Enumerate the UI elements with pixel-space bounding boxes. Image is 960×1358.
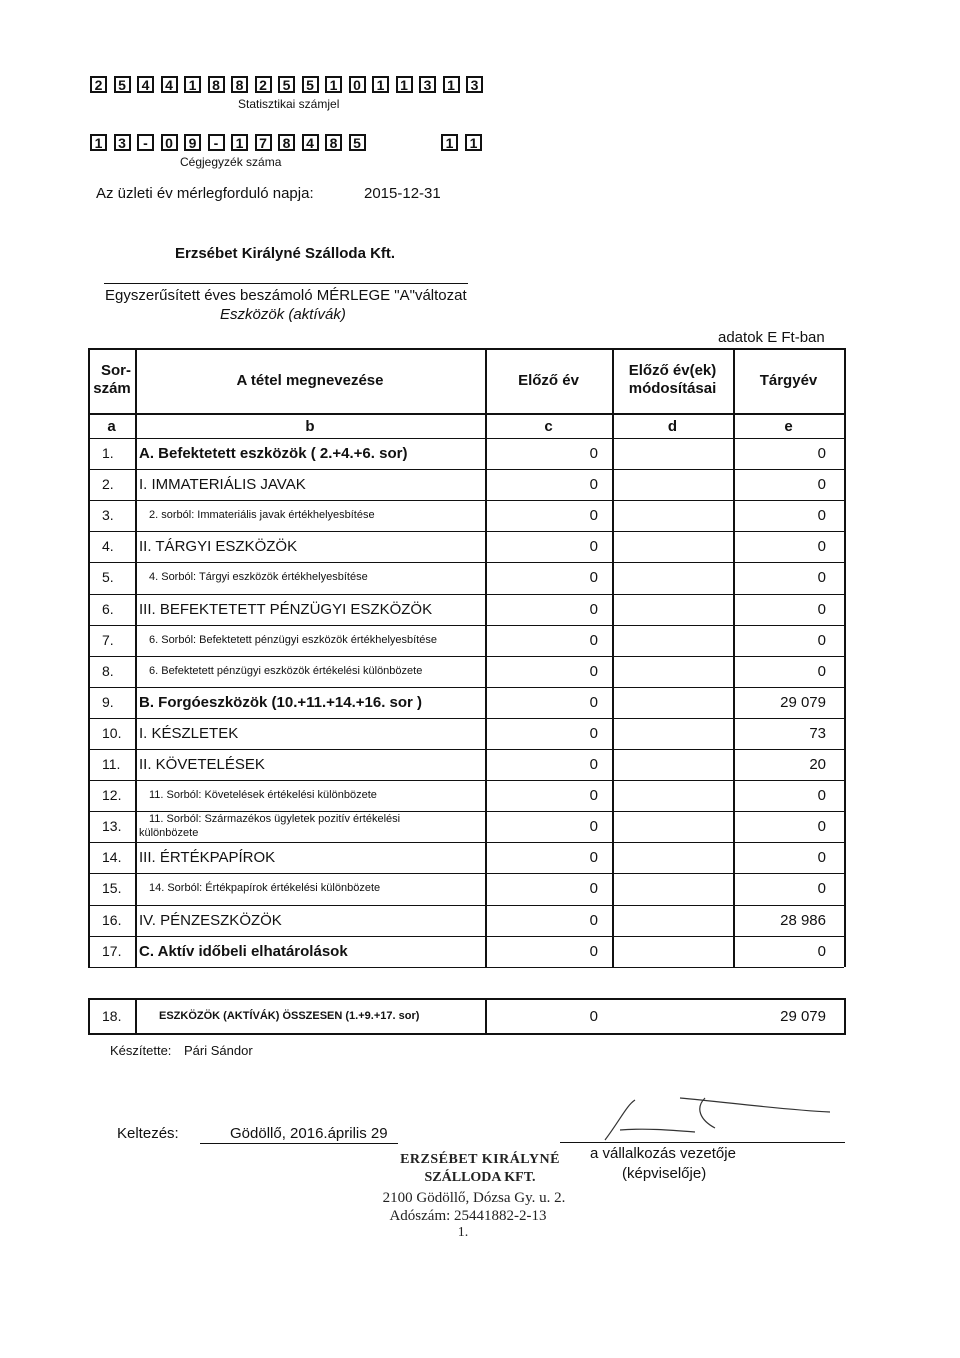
letter-c: c	[544, 418, 553, 435]
row-label: II. KÖVETELÉSEK	[139, 756, 265, 773]
issue-date-value: Gödöllő, 2016.április 29	[230, 1125, 388, 1142]
header-name: A tétel megnevezése	[236, 372, 384, 389]
row-label: C. Aktív időbeli elhatárolások	[139, 942, 348, 960]
prev-year-value: 0	[589, 818, 598, 836]
reg-label: Cégjegyzék száma	[180, 155, 282, 169]
digit-box: 8	[231, 76, 248, 93]
row-number: 11.	[102, 756, 121, 772]
date-label: Az üzleti év mérlegforduló napja:	[96, 185, 314, 202]
total-divider-b	[135, 998, 137, 1033]
digit-box: 9	[184, 134, 201, 151]
date-value: 2015-12-31	[364, 185, 441, 202]
table-bottom-border	[88, 967, 844, 968]
total-left-border	[88, 998, 90, 1033]
unit-note: adatok E Ft-ban	[718, 329, 825, 346]
digit-box: 3	[466, 76, 483, 93]
prepared-label: Készítette:	[110, 1043, 172, 1058]
total-bottom-border	[88, 1033, 846, 1035]
prev-year-value: 0	[589, 631, 598, 649]
table-right-border	[844, 348, 846, 967]
prev-year-value: 0	[589, 911, 598, 929]
row-label: 4. Sorból: Tárgyi eszközök értékhelyesbítése	[149, 571, 368, 584]
row-number: 17.	[102, 942, 122, 959]
row-label: 11. Sorból: Származékos ügyletek pozitív értékelési	[149, 813, 401, 826]
row-number: 10.	[102, 724, 122, 741]
stamp-line-2: SZÁLLODA KFT.	[424, 1170, 536, 1185]
doc-subtitle: Eszközök (aktívák)	[220, 306, 346, 323]
table-top-border	[88, 348, 844, 350]
digit-box: 4	[161, 76, 178, 93]
header-mod-2: módosításai	[628, 380, 717, 397]
row-number: 16.	[102, 911, 122, 928]
company-name: Erzsébet Királyné Szálloda Kft.	[175, 245, 396, 262]
row-separator	[88, 811, 844, 812]
current-year-value: 0	[817, 631, 826, 649]
current-year-value: 0	[817, 600, 826, 618]
row-separator	[88, 780, 844, 781]
header-szam: szám	[93, 380, 131, 397]
prev-year-value: 0	[589, 724, 598, 742]
row-number: 6.	[102, 600, 114, 617]
row-number: 4.	[102, 538, 114, 555]
digit-box: 4	[137, 76, 154, 93]
digit-box: 5	[114, 76, 131, 93]
row-separator	[88, 749, 844, 750]
row-label: I. IMMATERIÁLIS JAVAK	[139, 476, 306, 494]
row-separator	[88, 562, 844, 563]
row-separator	[88, 842, 844, 843]
prev-year-value: 0	[589, 787, 598, 805]
current-year-value: 0	[817, 880, 826, 898]
row-label: 6. Befektetett pénzügyi eszközök értékelési különbözete	[149, 664, 423, 677]
letter-e: e	[784, 418, 793, 435]
prev-year-value: 0	[589, 476, 598, 494]
prev-year-value: 0	[589, 538, 598, 556]
prev-year-value: 0	[589, 445, 598, 462]
header-curr: Tárgyév	[759, 372, 818, 389]
current-year-value: 0	[817, 569, 826, 587]
row-number: 15.	[102, 880, 122, 897]
stamp-line-5: 1.	[457, 1225, 469, 1240]
current-year-value: 73	[809, 724, 826, 742]
digit-box: -	[208, 134, 225, 151]
current-year-value: 0	[817, 818, 826, 836]
row-label: 2. sorból: Immateriális javak értékhelyesbítése	[149, 509, 375, 522]
current-year-value: 28 986	[780, 911, 826, 929]
total-top-border	[88, 998, 846, 1000]
total-label: ESZKÖZÖK (AKTÍVÁK) ÖSSZESEN (1.+9.+17. sor)	[159, 1010, 420, 1022]
total-curr-value: 29 079	[780, 1008, 826, 1025]
prev-year-value: 0	[589, 849, 598, 867]
letter-b: b	[305, 418, 315, 435]
row-separator	[88, 905, 844, 906]
prev-year-value: 0	[589, 507, 598, 525]
digit-box: 1	[184, 76, 201, 93]
issue-date-label: Keltezés:	[117, 1125, 179, 1142]
header-mod-1: Előző év(ek)	[628, 362, 717, 379]
row-separator	[88, 594, 844, 595]
row-label-cont: különbözete	[139, 827, 199, 840]
row-separator	[88, 687, 844, 688]
prev-year-value: 0	[589, 942, 598, 960]
digit-box: 7	[255, 134, 272, 151]
current-year-value: 0	[817, 662, 826, 680]
title-rule	[104, 283, 468, 284]
header-sor: Sor-	[101, 362, 131, 379]
current-year-value: 0	[817, 507, 826, 525]
row-separator	[88, 469, 844, 470]
prev-year-value: 0	[589, 756, 598, 773]
row-separator	[88, 531, 844, 532]
header-prev: Előző év	[518, 372, 579, 389]
row-label: A. Befektetett eszközök ( 2.+4.+6. sor)	[139, 445, 408, 462]
digit-box: 1	[441, 134, 458, 151]
current-year-value: 0	[817, 445, 826, 462]
digit-box: 1	[325, 76, 342, 93]
reg-code	[90, 134, 380, 152]
row-separator	[88, 656, 844, 657]
row-label: 14. Sorból: Értékpapírok értékelési különbözete	[149, 882, 381, 895]
stat-code	[90, 76, 490, 94]
role-line-1: a vállalkozás vezetője	[590, 1145, 736, 1162]
row-number: 5.	[102, 569, 114, 586]
prepared-name: Pári Sándor	[184, 1043, 253, 1058]
current-year-value: 0	[817, 942, 826, 960]
digit-box: 2	[255, 76, 272, 93]
prev-year-value: 0	[589, 600, 598, 618]
digit-box: -	[137, 134, 154, 151]
row-label: II. TÁRGYI ESZKÖZÖK	[139, 538, 298, 556]
doc-title: Egyszerűsített éves beszámoló MÉRLEGE "A"változat	[105, 287, 467, 304]
stamp-line-3: 2100 Gödöllő, Dózsa Gy. u. 2.	[382, 1190, 566, 1206]
digit-box: 3	[419, 76, 436, 93]
current-year-value: 0	[817, 538, 826, 556]
digit-box: 8	[325, 134, 342, 151]
row-number: 8.	[102, 662, 114, 679]
prev-year-value: 0	[589, 693, 598, 711]
row-number: 3.	[102, 507, 114, 524]
date-underline	[200, 1143, 398, 1144]
digit-box: 8	[278, 134, 295, 151]
total-number: 18.	[102, 1008, 122, 1024]
row-separator	[88, 873, 844, 874]
total-right-border	[844, 998, 846, 1035]
row-label: B. Forgóeszközök (10.+11.+14.+16. sor )	[139, 693, 423, 711]
row-label: III. BEFEKTETETT PÉNZÜGYI ESZKÖZÖK	[139, 600, 433, 618]
digit-box: 5	[278, 76, 295, 93]
row-number: 9.	[102, 693, 114, 710]
row-label: I. KÉSZLETEK	[139, 724, 239, 742]
letter-a: a	[107, 418, 116, 435]
digit-box: 1	[90, 134, 107, 151]
letter-d: d	[667, 418, 678, 435]
current-year-value: 29 079	[780, 693, 826, 711]
current-year-value: 0	[817, 476, 826, 494]
digit-box: 5	[302, 76, 319, 93]
row-number: 2.	[102, 476, 114, 493]
digit-box: 4	[302, 134, 319, 151]
digit-box: 0	[349, 76, 366, 93]
digit-box: 1	[231, 134, 248, 151]
row-number: 1.	[102, 445, 114, 461]
stat-label: Statisztikai számjel	[238, 97, 340, 111]
row-separator	[88, 500, 844, 501]
digit-box: 1	[372, 76, 389, 93]
digit-box: 2	[90, 76, 107, 93]
digit-box: 1	[465, 134, 482, 151]
prev-year-value: 0	[589, 662, 598, 680]
digit-box: 8	[208, 76, 225, 93]
letters-bottom-border	[88, 438, 844, 439]
role-line-2: (képviselője)	[622, 1165, 707, 1182]
current-year-value: 20	[809, 756, 826, 773]
prev-year-value: 0	[589, 880, 598, 898]
total-prev-value: 0	[589, 1008, 598, 1025]
row-number: 7.	[102, 631, 114, 648]
row-label: III. ÉRTÉKPAPÍROK	[139, 849, 276, 867]
header-bottom-border	[88, 413, 844, 415]
stamp-line-4: Adószám: 25441882-2-13	[389, 1208, 547, 1224]
row-label: 11. Sorból: Követelések értékelési különbözete	[149, 789, 377, 802]
row-separator	[88, 936, 844, 937]
row-separator	[88, 625, 844, 626]
reg-suffix	[441, 134, 491, 152]
row-number: 13.	[102, 818, 122, 835]
digit-box: 1	[443, 76, 460, 93]
row-label: IV. PÉNZESZKÖZÖK	[139, 911, 282, 929]
digit-box: 0	[161, 134, 178, 151]
current-year-value: 0	[817, 849, 826, 867]
stamp-line-1: ERZSÉBET KIRÁLYNÉ	[400, 1152, 560, 1167]
prev-year-value: 0	[589, 569, 598, 587]
digit-box: 1	[396, 76, 413, 93]
company-stamp	[360, 1152, 600, 1241]
current-year-value: 0	[817, 787, 826, 805]
row-label: 6. Sorból: Befektetett pénzügyi eszközök értékhelyesbítése	[149, 633, 437, 646]
row-separator	[88, 718, 844, 719]
row-number: 14.	[102, 849, 122, 866]
digit-box: 3	[114, 134, 131, 151]
row-number: 12.	[102, 787, 122, 804]
digit-box: 5	[349, 134, 366, 151]
